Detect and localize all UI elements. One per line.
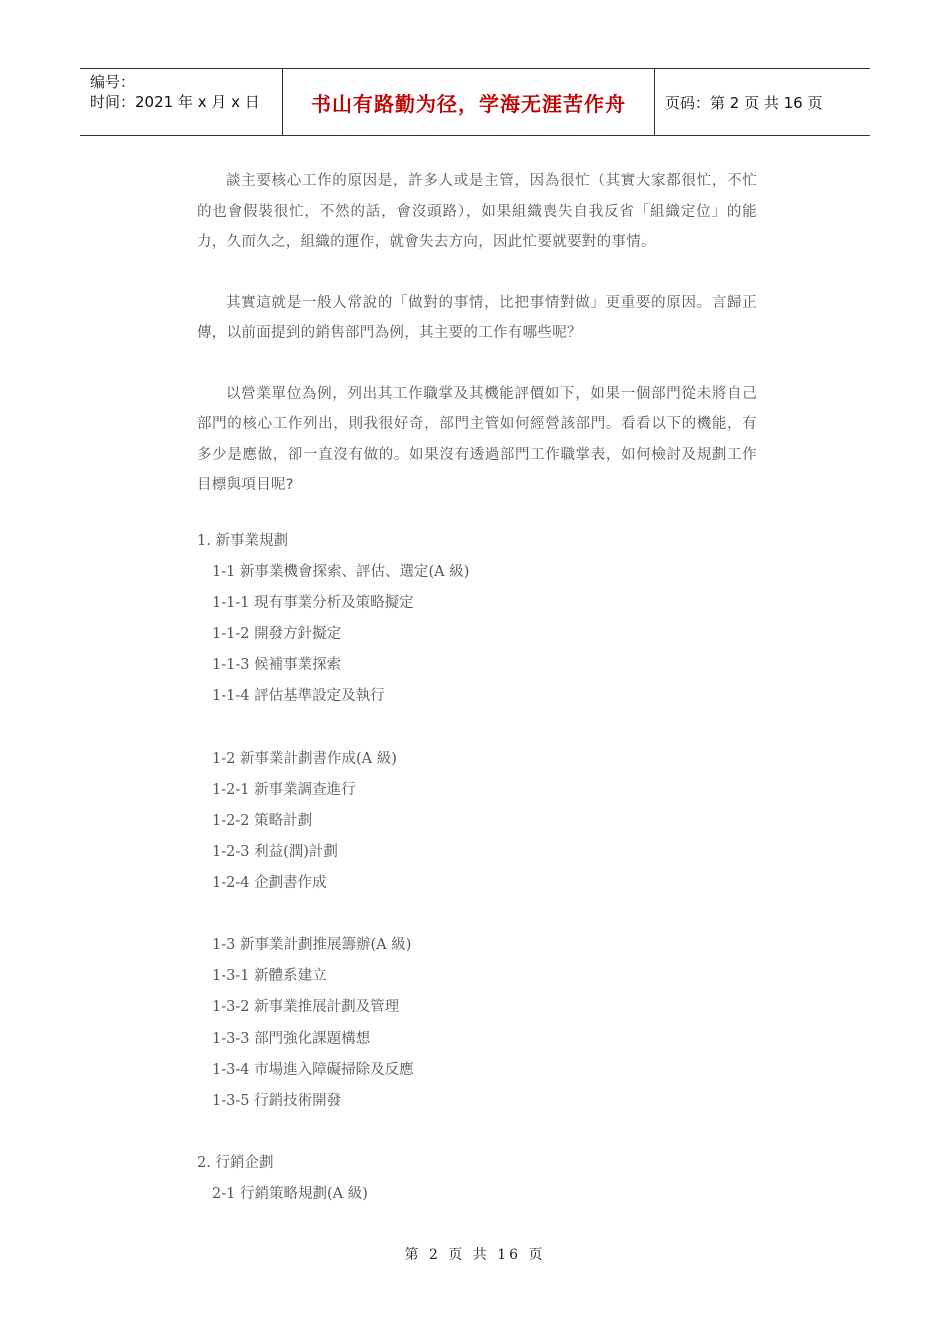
outline-item: 1-1-3 候補事業探索 [212, 657, 342, 674]
outline-item: 1-1-2 開發方針擬定 [212, 626, 342, 643]
outline-item: 2-1 行銷策略規劃(A 級) [212, 1185, 368, 1202]
outline-section-heading: 2. 行銷企劃 [197, 1154, 274, 1171]
outline-item: 1-3-3 部門強化課題構想 [212, 1030, 371, 1047]
outline-spacer [197, 899, 757, 930]
header-left-cell [80, 69, 282, 135]
outline-item: 1-3 新事業計劃推展籌辦(A 級) [212, 937, 412, 954]
paragraph-3: 以營業單位為例，列出其工作職掌及其機能評價如下，如果一個部門從未將自己部門的核心工作列出，則我很好奇，部門主管如何經營該部門。看看以下的機能，有多少是應做，卻一直沒有做的。如果沒有透過部門工作職掌表，如何檢討及規劃工作目標與項目呢? [197, 385, 757, 493]
outline-item: 1-3-2 新事業推展計劃及管理 [212, 999, 400, 1016]
outline-spacer [197, 1117, 757, 1148]
outline-item: 1-1 新事業機會探索、評估、選定(A 級) [212, 564, 470, 581]
outline-item: 1-2-2 策略計劃 [212, 812, 313, 829]
page-header [80, 68, 870, 136]
outline-item: 1-2 新事業計劃書作成(A 級) [212, 750, 397, 767]
outline-section-heading: 1. 新事業規劃 [197, 533, 288, 549]
outline-item: 1-2-3 利益(潤)計劃 [212, 843, 338, 860]
document-time-label: 时间：2021 年 x 月 x 日 [90, 93, 260, 111]
function-outline [197, 526, 757, 1210]
outline-item: 1-3-5 行銷技術開發 [212, 1092, 342, 1109]
outline-item: 1-1-4 評估基準設定及執行 [212, 688, 385, 705]
outline-item: 1-2-4 企劃書作成 [212, 875, 327, 892]
page-footer: 第 2 页 共 16 页 [404, 1247, 546, 1263]
document-number-label: 编号： [90, 73, 136, 91]
outline-item: 1-3-1 新體系建立 [212, 968, 327, 985]
outline-spacer [197, 713, 757, 744]
outline-item: 1-3-4 市場進入障礙掃除及反應 [212, 1061, 414, 1078]
outline-item: 1-2-1 新事業調查進行 [212, 781, 356, 798]
paragraph-2: 其實這就是一般人常說的「做對的事情，比把事情對做」更重要的原因。言歸正傳，以前面提到的銷售部門為例，其主要的工作有哪些呢？ [197, 294, 757, 341]
header-page-info: 页码：第 2 页 共 16 页 [665, 93, 823, 112]
outline-item: 1-1-1 現有事業分析及策略擬定 [212, 595, 414, 612]
header-motto: 书山有路勤为径，学海无涯苦作舟 [282, 69, 655, 135]
paragraph-1: 談主要核心工作的原因是，許多人或是主管，因為很忙（其實大家都很忙，不忙的也會假裝很忙，不然的話，會沒頭路），如果組織喪失自我反省「組織定位」的能力，久而久之，組織的運作，就會失去方向，因此忙要就要對的事情。 [197, 173, 757, 250]
body-paragraphs [197, 166, 757, 531]
